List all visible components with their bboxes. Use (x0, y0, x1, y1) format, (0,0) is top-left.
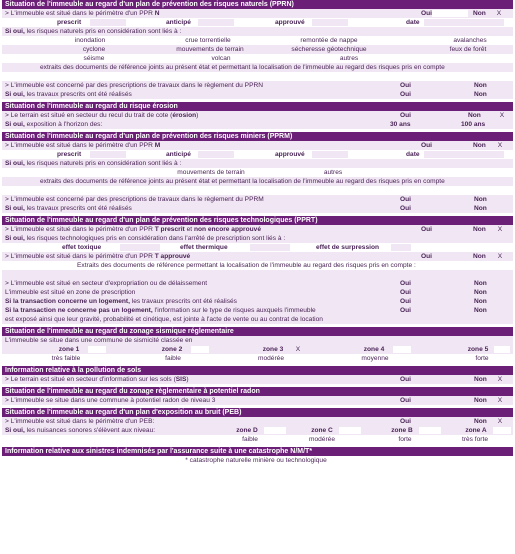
pprm-perimetre-label: > L'immeuble est situé dans le périmètre d'un PPR (5, 142, 153, 149)
peb-zone-a: zone A (465, 427, 487, 434)
pprt-non-mark[interactable]: X (497, 226, 503, 233)
peb-non-mark[interactable]: X (497, 418, 503, 425)
pprm-mouvements: mouvements de terrain (177, 169, 245, 176)
peb-level-a: très forte (461, 436, 489, 443)
sismique-zone-4: zone 4 (363, 346, 385, 353)
pprt-expropriation: > L'immeuble est situé en secteur d'expropriation ou de délaissement (5, 280, 208, 287)
pprm-prescrit-box[interactable] (90, 151, 126, 158)
pprt2-oui: Oui (421, 253, 432, 260)
pprt-expro-oui: Oui (400, 280, 411, 287)
pprt-line2: > L'immeuble est situé dans le périmètre d'un PPR (5, 253, 153, 260)
pprm-travaux-text: les travaux prescrits ont été réalisés (26, 205, 132, 212)
sismique-line: L'immeuble se situe dans une commune de sismicité classée en (5, 337, 193, 344)
section-header-erosion: Situation de l'immeuble au regard du risque érosion (2, 102, 513, 111)
section-header-radon: Situation de l'immeuble au regard du zonage règlementaire à potentiel radon (2, 387, 513, 396)
section-header-pprm: Situation de l'immeuble au regard d'un plan de prévention des risques miniers (PPRM) (2, 132, 513, 141)
pprt-non-approuve: non encore approuvé (193, 226, 261, 233)
pollution-line-end: ) (186, 376, 189, 383)
pprm-risques-text: les risques naturels pris en considération sont liés à : (26, 160, 182, 167)
pprt-log-oui: Oui (400, 298, 411, 305)
pprm-trav-si-oui: Si oui, (5, 205, 25, 212)
pprn-perimetre-type: N (154, 10, 160, 17)
pprm-approuve-box[interactable] (312, 151, 348, 158)
sismique-level-1: très faible (51, 355, 81, 362)
pprt-zone-oui: Oui (400, 289, 411, 296)
sismique-level-5: forte (475, 355, 489, 362)
pprn-presc-oui: Oui (400, 82, 411, 89)
erosion-oui: Oui (400, 112, 411, 119)
risk-mouvements: mouvements de terrain (176, 46, 244, 53)
pprt-expose: est exposé ainsi que leur gravité, probabilité et cinétique, est jointe à l'acte de vente ou au contrat de location (5, 316, 323, 323)
pprt-approuve: T approuvé (154, 253, 191, 260)
sismique-level-4: moyenne (361, 355, 389, 362)
pprn-non-label: Non (473, 10, 486, 17)
pprt-non-logement: Si la transaction ne concerne pas un logement, (5, 307, 153, 314)
pprn-trav-non: Non (474, 91, 487, 98)
pprn-si-oui: Si oui, (5, 28, 25, 35)
risk-avalanches: avalanches (453, 37, 487, 44)
risk-inondation: inondation (74, 37, 106, 44)
pprt-nlog-non: Non (474, 307, 487, 314)
pprt-logement: Si la transaction concerne un logement, (5, 298, 130, 305)
erosion-non: Non (468, 112, 481, 119)
pprm-presc-non: Non (474, 196, 487, 203)
pprm-si-oui: Si oui, (5, 160, 25, 167)
erosion-non-mark[interactable]: X (499, 112, 505, 119)
pprn-extraits: extraits des documents de référence joints au présent état et permettant la localisation de l'immeuble au regard des risques pris en compte (40, 64, 445, 71)
pollution-oui: Oui (400, 376, 411, 383)
pprm-trav-oui: Oui (400, 205, 411, 212)
pprn-prescrit-box[interactable] (90, 19, 126, 26)
pprn-approuve-box[interactable] (312, 19, 348, 26)
erosion-line-end: ) (196, 112, 199, 119)
zone-1-box[interactable] (88, 346, 106, 353)
peb-non: Non (474, 418, 487, 425)
risk-nappe: remontée de nappe (300, 37, 358, 44)
peb-oui: Oui (400, 418, 411, 425)
pprm-extraits-field[interactable] (2, 186, 513, 195)
pprt-expro-non: Non (474, 280, 487, 287)
pprn-travaux-si-oui: Si oui, (5, 91, 25, 98)
pprm-anticipe: anticipé (166, 151, 191, 158)
pprm-anticipe-box[interactable] (198, 151, 234, 158)
pprt-effet-surpression: effet de surpression (316, 244, 380, 251)
peb-nuisances: les nuisances sonores s'élèvent aux niveau: (26, 427, 156, 434)
peb-zone-a-box[interactable] (493, 427, 511, 434)
radon-non: Non (474, 397, 487, 404)
pprt-prescription-zone: L'immeuble est situé en zone de prescription (5, 289, 136, 296)
pprt-oui: Oui (421, 226, 432, 233)
pprt-thermique-box[interactable] (250, 244, 290, 251)
section-header-peb: Situation de l'immeuble au regard d'un plan d'exposition au bruit (PEB) (2, 408, 513, 417)
peb-zone-d-box[interactable] (264, 427, 286, 434)
pprn-date: date (406, 19, 420, 26)
pprn-anticipe-box[interactable] (198, 19, 234, 26)
sismique-zone-5: zone 5 (467, 346, 489, 353)
pprn-presc-non: Non (474, 82, 487, 89)
pollution-line: > Le terrain est situé en secteur d'information sur les sols ( (5, 376, 176, 383)
pprt-nlog-oui: Oui (400, 307, 411, 314)
pprn-anticipe: anticipé (166, 19, 191, 26)
section-header-sinistres: Information relative aux sinistres indemnisés par l'assurance suite à une catastrophe N/M/T* (2, 447, 513, 456)
erosion-bold: érosion (172, 112, 197, 119)
peb-zone-d: zone D (236, 427, 258, 434)
zone-3-mark[interactable]: X (295, 346, 301, 353)
zone-2-box[interactable] (191, 346, 209, 353)
risk-volcan: volcan (211, 55, 231, 62)
risk-cyclone: cyclone (82, 46, 106, 53)
peb-level-d: faible (242, 436, 258, 443)
pprn-extraits-field[interactable] (2, 72, 513, 81)
section-header-pollution: Information relative à la pollution de sols (2, 366, 513, 375)
risk-secheresse: sécheresse géotechnique (291, 46, 367, 53)
pprm-presc-oui: Oui (400, 196, 411, 203)
sismique-level-3: modérée (257, 355, 285, 362)
pprt2-non-mark[interactable]: X (497, 253, 503, 260)
pprm-extraits: extraits des documents de référence joints au présent état et permettant la localisation de l'immeuble au regard des risques pris en compte (40, 178, 445, 185)
pprm-trav-non: Non (474, 205, 487, 212)
peb-si-oui: Si oui, (5, 427, 25, 434)
pprt-non-logement-text: l'information sur le type de risques auxquels l'immeuble (154, 307, 316, 314)
risk-feux: feux de forêt (449, 46, 487, 53)
sismique-zone-3: zone 3 (262, 346, 284, 353)
sismique-zone-1: zone 1 (58, 346, 80, 353)
peb-zone-c: zone C (311, 427, 333, 434)
pprt2-non: Non (473, 253, 486, 260)
pprn-date-field[interactable] (424, 19, 504, 26)
pprt-extraits-field[interactable] (2, 270, 513, 279)
peb-level-c: modérée (308, 436, 336, 443)
pprm-autres: autres (323, 169, 343, 176)
pprt-extraits: Extraits des documents de référence permettant la localisation de l'immeuble au regard des risques pris en compte : (77, 262, 416, 269)
section-header-sismique: Situation de l'immeuble au regard du zonage sismique réglementaire (2, 327, 513, 336)
risk-seisme: séisme (83, 55, 105, 62)
pprn-prescriptions: > L'immeuble est concerné par des prescriptions de travaux dans le règlement du PPRN (5, 82, 263, 89)
pprn-non-mark[interactable]: X (496, 10, 502, 17)
pprn-risques-text: les risques naturels pris en considération sont liés à : (26, 28, 182, 35)
zone-5-box[interactable] (494, 346, 510, 353)
pprn-prescrit: prescrit (57, 19, 82, 26)
pprm-prescrit: prescrit (57, 151, 82, 158)
section-header-pprt: Situation de l'immeuble au regard d'un plan de prévention des risques technologiques (PPRT) (2, 216, 513, 225)
pprt-toxique-box[interactable] (120, 244, 160, 251)
pprt-log-non: Non (474, 298, 487, 305)
pprt-effet-toxique: effet toxique (62, 244, 102, 251)
peb-zone-c-box[interactable] (339, 427, 361, 434)
pprm-oui: Oui (421, 142, 432, 149)
pprn-trav-oui: Oui (400, 91, 411, 98)
pprt-logement-text: les travaux prescrits ont été réalisés (131, 298, 237, 305)
risk-autres: autres (339, 55, 359, 62)
pprn-approuve: approuvé (275, 19, 305, 26)
pprn-oui-checkbox[interactable] (432, 10, 468, 17)
sismique-level-2: faible (165, 355, 181, 362)
pprn-oui-label: Oui (421, 10, 432, 17)
pprm-non: Non (473, 142, 486, 149)
peb-line: > L'immeuble est situé dans le périmètre d'un PEB: (5, 418, 155, 425)
pprt-zone-non: Non (474, 289, 487, 296)
pprt-non: Non (473, 226, 486, 233)
pprm-date: date (406, 151, 420, 158)
pprt-prescrit: T prescrit (154, 226, 185, 233)
pprn-travaux-text: les travaux prescrits ont été réalisés (26, 91, 132, 98)
erosion-horizon: exposition à l'horizon des: (26, 121, 103, 128)
radon-line: > L'immeuble se situe dans une commune à potentiel radon de niveau 3 (5, 397, 216, 404)
erosion-line: > Le terrain est situé en secteur du recul du trait de cote ( (5, 112, 173, 119)
erosion-100: 100 ans (461, 121, 486, 128)
zone-4-box[interactable] (393, 346, 411, 353)
pprm-non-mark[interactable]: X (497, 142, 503, 149)
section-header-pprn: Situation de l'immeuble au regard d'un plan de prévention des risques naturels (PPRN) (2, 0, 513, 9)
pprt-et: et (186, 226, 193, 233)
pprm-prescriptions: > L'immeuble est concerné par des prescriptions de travaux dans le règlement du PPRM (5, 196, 264, 203)
erosion-si-oui: Si oui, (5, 121, 25, 128)
peb-zone-b: zone B (391, 427, 413, 434)
pprm-approuve: approuvé (275, 151, 305, 158)
pprm-perimetre-type: M (154, 142, 161, 149)
pollution-non: Non (474, 376, 487, 383)
pprt-effet-thermique: effet thermique (180, 244, 228, 251)
radon-oui: Oui (400, 397, 411, 404)
radon-non-mark[interactable]: X (497, 397, 503, 404)
pollution-sis: SIS (175, 376, 187, 383)
pollution-non-mark[interactable]: X (497, 376, 503, 383)
peb-level-b: forte (398, 436, 412, 443)
pprt-surpression-box[interactable] (391, 244, 411, 251)
pprm-date-field[interactable] (424, 151, 504, 158)
sinistres-line: * catastrophe naturelle minière ou technologique (185, 457, 327, 464)
risk-crue: crue torrentielle (185, 37, 231, 44)
peb-zone-b-box[interactable] (419, 427, 441, 434)
pprn-perimetre-label: > L'immeuble est situé dans le périmètre d'un PPR (5, 10, 153, 17)
pprt-risques-text: les risques technologiques pris en considération dans l'arrêté de prescription sont liés à : (26, 235, 286, 242)
erosion-30: 30 ans (390, 121, 411, 128)
pprt-si-oui: Si oui, (5, 235, 25, 242)
sismique-zone-2: zone 2 (161, 346, 183, 353)
pprt-line1: > L'immeuble est situé dans le périmètre d'un PPR (5, 226, 153, 233)
